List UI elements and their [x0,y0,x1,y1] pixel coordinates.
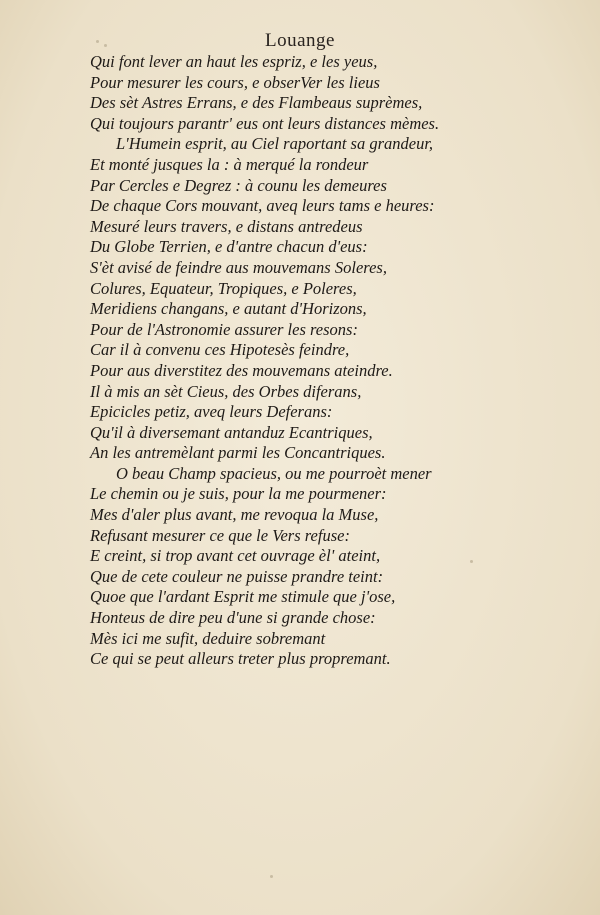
poem-line: Pour de l'Astronomie assurer les resons: [90,319,358,339]
poem-line: Honteus de dire peu d'une si grande chose: [90,608,376,628]
poem-line: Par Cercles e Degrez : à counu les demeures [90,175,387,195]
poem-line: Mesuré leurs travers, e distans antredeus [90,216,363,236]
paper-speck [270,875,273,878]
paper-speck [470,560,473,563]
poem-line: Quoe que l'ardant Esprit me stimule que j'ose, [90,587,396,607]
poem-line: Car il à convenu ces Hipotesès feindre, [90,340,350,360]
poem-line: Mes d'aler plus avant, me revoqua la Muse, [90,505,379,525]
poem-line: Pour mesurer les cours, e obserVer les lieus [90,72,380,92]
poem-line: Qu'il à diversemant antanduz Ecantriques, [90,422,373,442]
poem-line: Pour aus diverstitez des mouvemans ateindre. [90,360,393,380]
poem-line: L'Humein esprit, au Ciel raportant sa grandeur, [116,134,434,154]
poem-line: De chaque Cors mouvant, aveq leurs tams e heures: [90,196,435,216]
poem-line: Qui toujours parantr' eus ont leurs distances mèmes. [90,113,440,133]
poem-line: Du Globe Terrien, e d'antre chacun d'eus: [90,237,368,257]
poem-line: O beau Champ spacieus, ou me pourroèt mener [116,463,432,483]
poem-line: Epicicles petiz, aveq leurs Deferans: [90,402,333,422]
poem-line: Meridiens changans, e autant d'Horizons, [90,299,367,319]
poem-line: Colures, Equateur, Tropiques, e Poleres, [90,278,357,298]
poem-line: Il à mis an sèt Cieus, des Orbes diferans, [90,381,362,401]
poem-line: Mès ici me sufit, deduire sobremant [90,628,326,648]
poem-line: S'èt avisé de feindre aus mouvemans Soleres, [90,257,387,277]
poem-line: Que de cete couleur ne puisse prandre teint: [90,566,384,586]
poem-line: Des sèt Astres Errans, e des Flambeaus suprèmes, [90,93,423,113]
poem-line: E creint, si trop avant cet ouvrage èl' ateint, [90,546,381,566]
poem-line: Refusant mesurer ce que le Vers refuse: [90,525,350,545]
poem-line: An les antremèlant parmi les Concantriques. [90,443,386,463]
running-header: Louange [265,30,335,51]
poem-line: Et monté jusques la : à merqué la rondeur [90,154,369,174]
poem-line: Qui font lever an haut les espriz, e les yeus, [90,52,378,71]
poem-text [86,52,556,670]
poem-line: Ce qui se peut alleurs treter plus propremant. [90,649,391,669]
poem-line: Le chemin ou je suis, pour la me pourmener: [90,484,387,504]
paper-speck [96,40,99,43]
paper-speck [104,44,107,47]
